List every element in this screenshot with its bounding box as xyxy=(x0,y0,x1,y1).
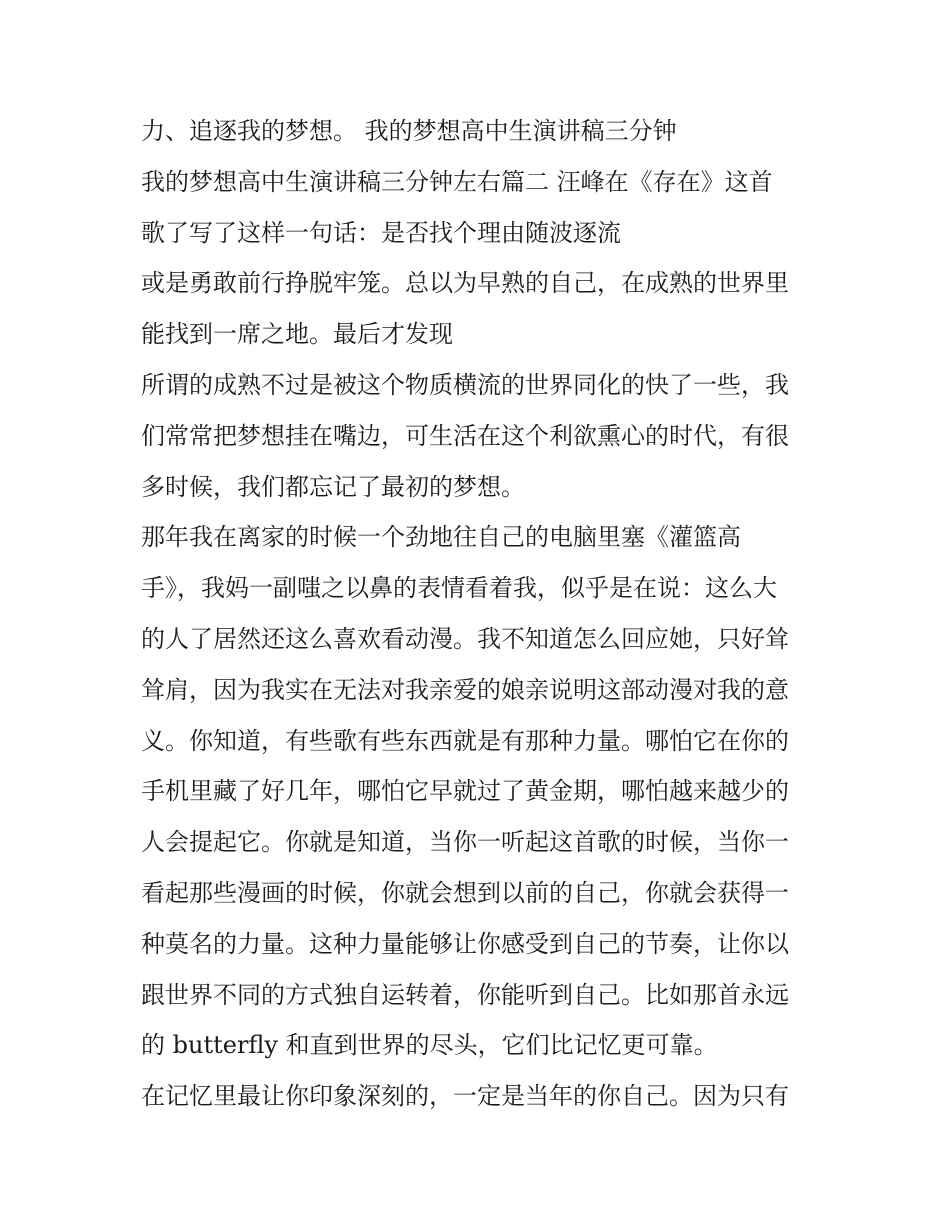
text-line: 耸肩，因为我实在无法对我亲爱的娘亲说明这部动漫对我的意 xyxy=(141,675,789,704)
text-line: 跟世界不同的方式独自运转着，你能听到自己。比如那首永远 xyxy=(141,980,789,1009)
text-line: 的人了居然还这么喜欢看动漫。我不知道怎么回应她，只好耸 xyxy=(141,624,789,653)
text-line: 手》，我妈一副嗤之以鼻的表情看着我，似乎是在说：这么大 xyxy=(141,574,777,603)
text-line: 歌了写了这样一句话：是否找个理由随波逐流 xyxy=(141,218,621,247)
text-line: 我的梦想高中生演讲稿三分钟左右篇二 汪峰在《存在》这首 xyxy=(141,167,773,196)
text-line: 种莫名的力量。这种力量能够让你感受到自己的节奏，让你以 xyxy=(141,929,789,958)
text-line: 或是勇敢前行挣脱牢笼。总以为早熟的自己，在成熟的世界里 xyxy=(141,269,789,298)
text-line: 的 butterfly 和直到世界的尽头，它们比记忆更可靠。 xyxy=(141,1031,718,1060)
text-line: 能找到一席之地。最后才发现 xyxy=(141,320,453,349)
text-line: 所谓的成熟不过是被这个物质横流的世界同化的快了一些，我 xyxy=(141,370,789,399)
text-line: 人会提起它。你就是知道，当你一听起这首歌的时候，当你一 xyxy=(141,828,789,857)
text-line: 那年我在离家的时候一个劲地往自己的电脑里塞《灌篮高 xyxy=(141,523,741,552)
text-line: 看起那些漫画的时候，你就会想到以前的自己，你就会获得一 xyxy=(141,878,789,907)
text-line: 多时候，我们都忘记了最初的梦想。 xyxy=(141,472,525,501)
text-line: 们常常把梦想挂在嘴边，可生活在这个利欲熏心的时代，有很 xyxy=(141,421,789,450)
text-line: 手机里藏了好几年，哪怕它早就过了黄金期，哪怕越来越少的 xyxy=(141,777,789,806)
text-line: 力、追逐我的梦想。 我的梦想高中生演讲稿三分钟 xyxy=(141,117,677,145)
text-line: 义。你知道，有些歌有些东西就是有那种力量。哪怕它在你的 xyxy=(141,726,789,755)
body-text xyxy=(141,106,813,1122)
text-line: 在记忆里最让你印象深刻的，一定是当年的你自己。因为只有 xyxy=(141,1082,789,1111)
